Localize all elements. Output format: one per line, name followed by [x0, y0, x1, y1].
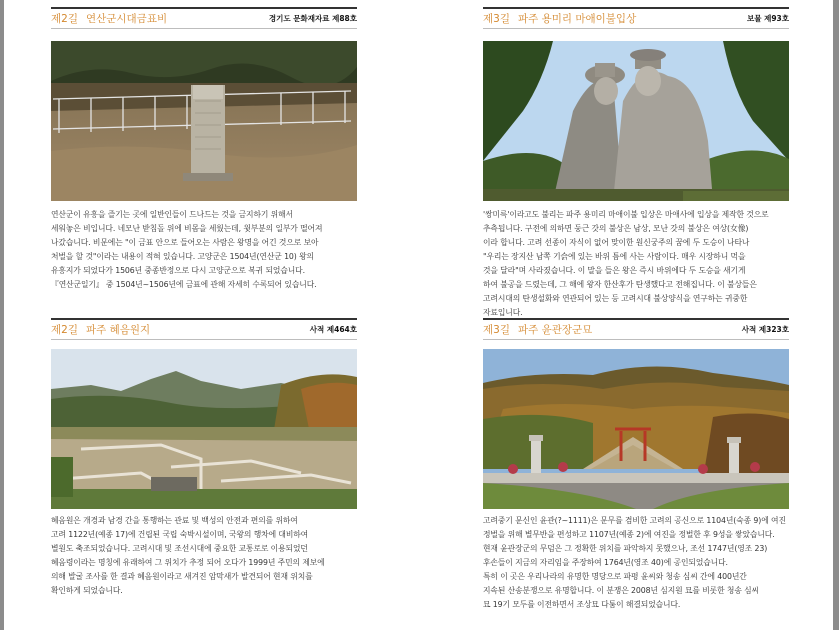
article-body — [483, 514, 793, 612]
body-line: 연산군이 유흥을 즐기는 곳에 일반인들이 드나드는 것을 금지하기 위해서 — [51, 210, 293, 219]
photo-maae-buddha — [483, 41, 789, 201]
photo-yungwan-tomb — [483, 349, 789, 509]
body-line: 이라 합니다. 고려 선종이 자식이 없어 맞이한 원신궁주의 꿈에 두 도승이 나타나 — [483, 238, 750, 247]
route-label: 제3길 — [483, 13, 510, 25]
body-line: 혜음령이라는 명칭에 유래하여 그 위치가 추정 되어 오다가 1999년 주민의 제보에 — [51, 558, 325, 567]
article-body — [483, 208, 793, 320]
body-line: 정벌을 위해 별무반을 편성하고 1107년(예종 2)에 여진을 정벌한 후 9성을 쌓았습니다. — [483, 530, 775, 539]
body-line: 세워놓은 비입니다. 네모난 받침돌 위에 비몸을 세웠는데, 윗부분의 일부가 떨어져 — [51, 224, 323, 233]
body-line: 고려중기 문신인 윤관(?~1111)은 문무를 겸비한 고려의 공신으로 1104년(숙종 9)에 여진 — [483, 516, 786, 525]
body-line: "우리는 장지산 남쪽 기슭에 있는 바위 틈에 사는 사람이다. 매우 시장하니 먹을 — [483, 252, 746, 261]
body-line: 지속된 산송분쟁으로 유명합니다. 이 분쟁은 2008년 심지원 묘를 비롯한 청송 심씨 — [483, 586, 759, 595]
site-name: 파주 윤관장군묘 — [517, 324, 593, 336]
body-line: 고려 1122년(예종 17)에 건립된 국립 숙박시설이며, 국왕의 행차에 대비하여 — [51, 530, 309, 539]
body-line: 특히 이 곳은 우리나라의 유명한 명당으로 파평 윤씨와 청송 심씨 간에 400년간 — [483, 572, 747, 581]
body-line: 추측됩니다. 구전에 의하면 둥근 갓의 불상은 남상, 모난 갓의 불상은 여상(女像) — [483, 224, 749, 233]
article-title — [483, 11, 636, 26]
body-line: 것을 달라"며 사라졌습니다. 이 말을 들은 왕은 즉시 바위에다 두 도승을 새기게 — [483, 266, 746, 275]
body-line: 의해 발굴 조사를 한 결과 혜음원이라고 새겨진 암막새가 발견되어 현재 위치를 — [51, 572, 313, 581]
heritage-designation: 보물 제93호 — [746, 14, 789, 23]
body-line: 후손들이 지금의 자리임을 주장하여 1764년(영조 40)에 공인되었습니다. — [483, 558, 728, 567]
body-line: 묘 19기 모두를 이전하면서 조상묘 다툼이 해결되었습니다. — [483, 600, 681, 609]
body-line: 유흥지가 되었다가 1506년 중종반정으로 다시 고양군으로 복귀 되었습니다. — [51, 266, 305, 275]
article-header — [483, 7, 789, 29]
body-line: 하여 불공을 드렸는데, 그 해에 왕자 한산후가 탄생했다고 전해집니다. 이 불상들은 — [483, 280, 757, 289]
article-header — [51, 7, 357, 29]
article-geumpyobi — [51, 7, 357, 297]
body-line: 현재 윤관장군의 무덤은 그 정확한 위치를 파악하지 못했으나, 조선 1747년(영조 23) — [483, 544, 768, 553]
article-hyeeumwonji — [51, 318, 357, 618]
body-line: '쌍미륵'이라고도 불리는 파주 용미리 마애이불 입상은 마애사에 입상을 제작한 것으로 — [483, 210, 769, 219]
heritage-designation: 사적 제323호 — [741, 325, 789, 334]
site-name: 파주 용미리 마애이불입상 — [517, 13, 637, 25]
site-name: 연산군시대금표비 — [85, 13, 168, 25]
body-line: 혜음원은 개경과 남경 간을 통행하는 관료 및 백성의 안전과 편의를 위하여 — [51, 516, 298, 525]
photo-hyeeumwonji — [51, 349, 357, 509]
route-label: 제2길 — [51, 324, 78, 336]
article-yungwan-tomb — [483, 318, 789, 628]
route-label: 제2길 — [51, 13, 78, 25]
body-line: 자료입니다. — [483, 308, 523, 317]
body-line: 고려시대의 탄생설화와 연관되어 있는 등 고려시대 불상양식을 연구하는 귀중한 — [483, 294, 748, 303]
article-body — [51, 208, 361, 292]
article-title — [51, 11, 167, 26]
article-body — [51, 514, 361, 598]
article-title — [483, 322, 592, 337]
site-name: 파주 혜음원지 — [85, 324, 151, 336]
body-line: 『연산군일기』 중 1504년~1506년에 금표에 관해 자세히 수록되어 있습니다. — [51, 280, 317, 289]
body-line: 확인하게 되었습니다. — [51, 586, 123, 595]
article-header — [51, 318, 357, 340]
route-label: 제3길 — [483, 324, 510, 336]
article-title — [51, 322, 150, 337]
heritage-designation: 경기도 문화재자료 제88호 — [268, 14, 357, 23]
article-header — [483, 318, 789, 340]
page-edge-left — [0, 0, 4, 630]
article-maae-buddha — [483, 7, 789, 317]
body-line: 나갔습니다. 비문에는 "이 금표 안으로 들어오는 사람은 왕명을 어긴 것으로 보아 — [51, 238, 319, 247]
heritage-designation: 사적 제464호 — [309, 325, 357, 334]
body-line: 별원도 축조되었습니다. 고려시대 및 조선시대에 중요한 교통로로 이용되었던 — [51, 544, 308, 553]
page-edge-right — [833, 0, 839, 630]
photo-geumpyobi — [51, 41, 357, 201]
body-line: 처벌을 할 것"이라는 내용이 적혀 있습니다. 고양군은 1504년(연산군 10) 왕의 — [51, 252, 314, 261]
